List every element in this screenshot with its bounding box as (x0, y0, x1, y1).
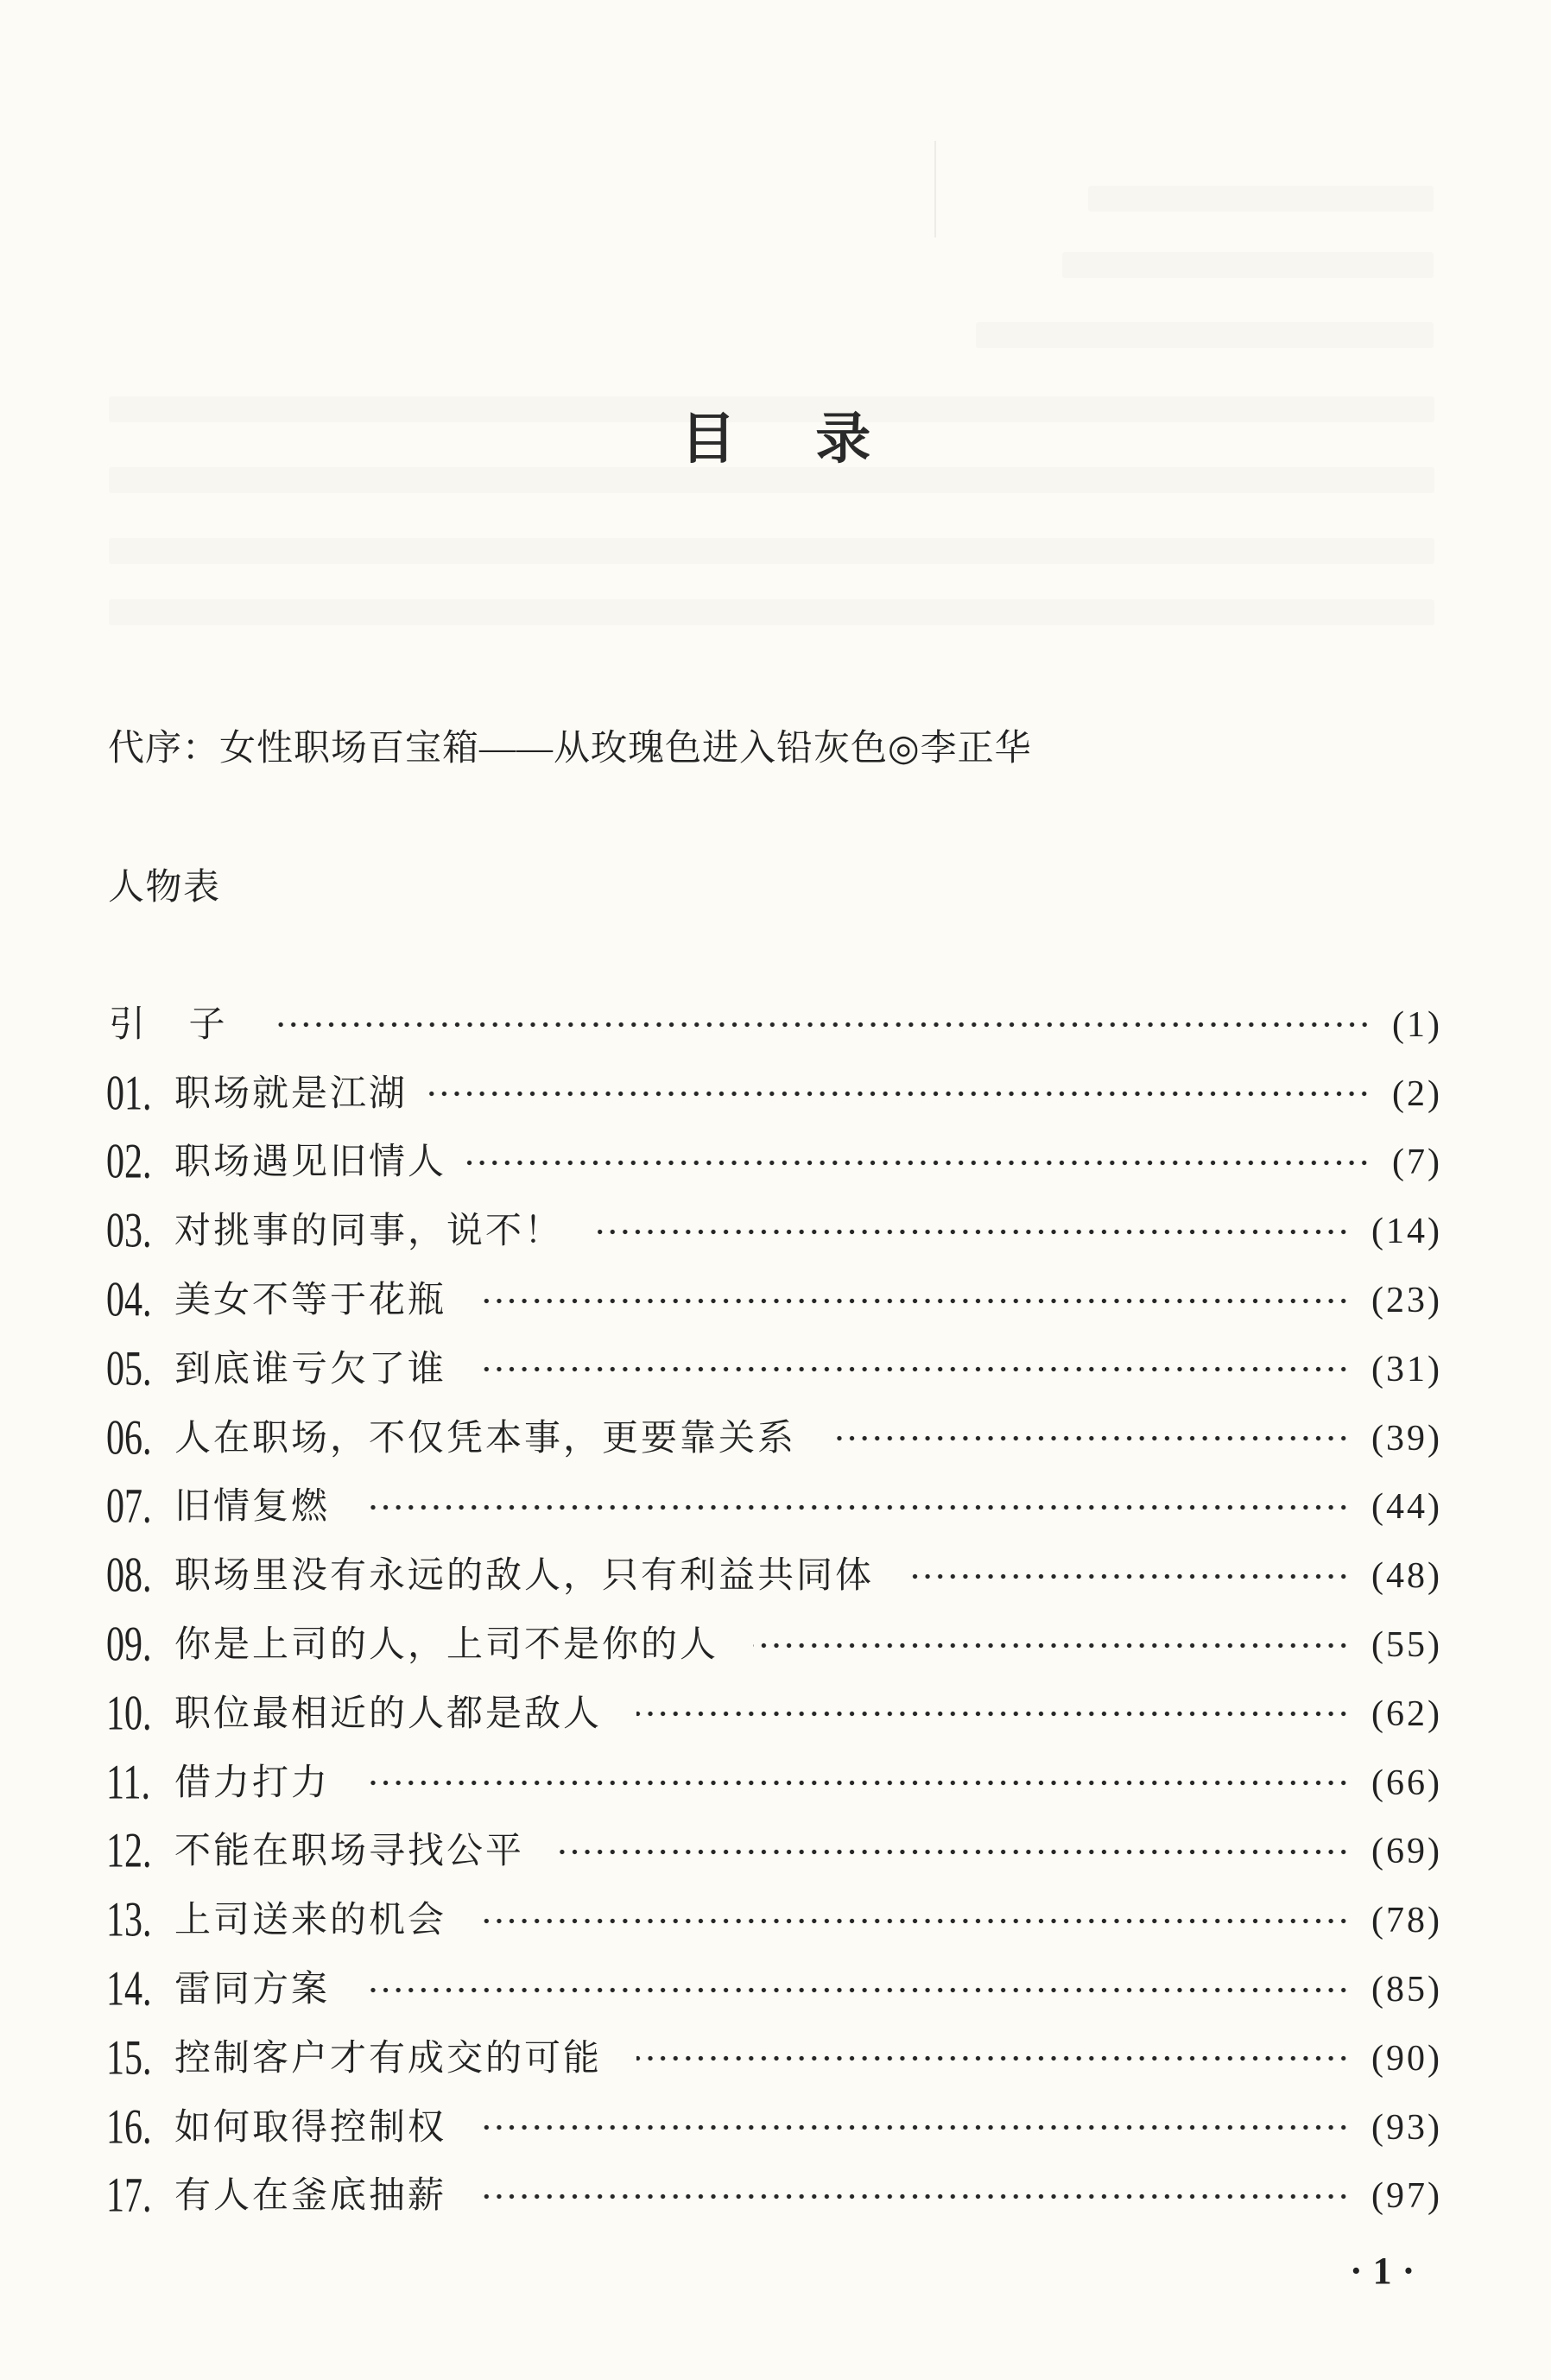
toc-entry-number: 06. (106, 1411, 152, 1465)
dot-leader (908, 1570, 1350, 1583)
toc-entry-page: (62) (1371, 1693, 1442, 1734)
dot-leader (364, 1501, 1350, 1514)
toc-entry-title: 有人在釜底抽薪 (174, 2176, 447, 2217)
dot-leader (423, 1087, 1371, 1100)
show-through-artifact (976, 322, 1434, 348)
toc-entry (106, 1473, 1440, 1542)
table-of-contents (106, 991, 1440, 2231)
toc-entry-page: (55) (1371, 1625, 1442, 1666)
toc-entry-title: 人在职场，不仅凭本事，更要靠关系 (174, 1418, 797, 1459)
dot-leader (636, 2052, 1350, 2065)
toc-entry-title: 职场里没有永远的敌人，只有利益共同体 (174, 1556, 875, 1597)
dot-leader (481, 1915, 1350, 1927)
dot-leader (559, 1845, 1350, 1858)
toc-entry (106, 1129, 1440, 1198)
toc-entry-title: 旧情复燃 (174, 1487, 331, 1528)
dot-leader (462, 1156, 1371, 1169)
show-through-artifact (1088, 186, 1434, 212)
toc-entry (106, 1335, 1440, 1404)
toc-entry-number: 14. (106, 1962, 152, 2017)
toc-entry-page: (66) (1371, 1763, 1442, 1803)
toc-entry-page: (2) (1392, 1073, 1442, 1114)
toc-entry-title: 引 子 (109, 1004, 228, 1045)
toc-entry-number: 03. (106, 1205, 152, 1259)
toc-entry-number: 02. (106, 1136, 152, 1190)
show-through-artifact (109, 538, 1434, 564)
toc-entry-page: (39) (1371, 1418, 1442, 1459)
toc-entry (106, 1060, 1440, 1129)
toc-entry (106, 1541, 1440, 1611)
toc-entry-title: 如何取得控制权 (174, 2107, 447, 2148)
toc-entry (106, 1404, 1440, 1473)
toc-entry-number: 01. (106, 1067, 152, 1121)
dot-leader (481, 2121, 1350, 2134)
toc-entry-number: 04. (106, 1274, 152, 1328)
toc-entry (106, 1266, 1440, 1335)
toc-entry-page: (93) (1371, 2107, 1442, 2148)
dot-leader (364, 1984, 1350, 1997)
dot-leader (481, 2190, 1350, 2203)
toc-entry-number: 12. (106, 1825, 152, 1879)
dot-leader (753, 1639, 1350, 1652)
page-number-footer: ·1· (1350, 2250, 1426, 2292)
toc-entry-title: 借力打力 (174, 1763, 331, 1803)
toc-entry (106, 991, 1440, 1060)
toc-entry-number: 11. (106, 1756, 150, 1810)
show-through-artifact (109, 599, 1434, 625)
dot-leader (364, 1776, 1350, 1789)
toc-entry-page: (78) (1371, 1901, 1442, 1941)
preface-entry: 代序：女性职场百宝箱——从玫瑰色进入铅灰色◎李正华 (108, 729, 1032, 769)
toc-entry-title: 雷同方案 (174, 1970, 331, 2010)
dot-leader (481, 1294, 1350, 1307)
toc-entry-page: (44) (1371, 1487, 1442, 1528)
dot-leader (271, 1018, 1371, 1031)
toc-entry-page: (85) (1371, 1970, 1442, 2010)
toc-entry-title: 对挑事的同事，说不！ (174, 1212, 564, 1252)
toc-entry-page: (31) (1371, 1349, 1442, 1389)
toc-entry-page: (14) (1371, 1212, 1442, 1252)
toc-entry-title: 到底谁亏欠了谁 (174, 1349, 447, 1389)
toc-entry (106, 1886, 1440, 1955)
show-through-artifact (1062, 252, 1434, 278)
dot-leader (831, 1432, 1350, 1445)
toc-entry-number: 16. (106, 2100, 152, 2155)
toc-entry-title: 你是上司的人，上司不是你的人 (174, 1625, 719, 1666)
toc-entry-number: 09. (106, 1618, 152, 1673)
toc-entry-number: 17. (106, 2169, 152, 2224)
toc-entry-page: (90) (1371, 2038, 1442, 2079)
dot-leader (636, 1707, 1350, 1720)
toc-entry (106, 1818, 1440, 1887)
toc-entry-page: (1) (1392, 1004, 1442, 1045)
toc-entry-page: (97) (1371, 2176, 1442, 2217)
toc-entry-number: 10. (106, 1687, 152, 1741)
dot-leader (481, 1363, 1350, 1376)
toc-entry-title: 职场遇见旧情人 (174, 1143, 447, 1183)
toc-entry-title: 美女不等于花瓶 (174, 1281, 447, 1321)
toc-entry (106, 1680, 1440, 1749)
toc-entry-number: 15. (106, 2031, 152, 2086)
toc-entry-title: 职场就是江湖 (174, 1073, 408, 1114)
toc-entry-title: 不能在职场寻找公平 (174, 1832, 525, 1872)
toc-entry-title: 控制客户才有成交的可能 (174, 2038, 603, 2079)
toc-entry-number: 13. (106, 1894, 152, 1948)
toc-entry-title: 上司送来的机会 (174, 1901, 447, 1941)
toc-entry-page: (48) (1371, 1556, 1442, 1597)
toc-entry-number: 05. (106, 1342, 152, 1396)
toc-entry-page: (7) (1392, 1143, 1442, 1183)
toc-entry-title: 职位最相近的人都是敌人 (174, 1693, 603, 1734)
toc-entry (106, 1955, 1440, 2024)
toc-entry-number: 07. (106, 1480, 152, 1535)
characters-heading: 人物表 (108, 868, 221, 908)
toc-entry-number: 08. (106, 1549, 152, 1604)
toc-entry (106, 1197, 1440, 1266)
toc-entry (106, 1611, 1440, 1680)
toc-entry (106, 2162, 1440, 2231)
toc-entry (106, 1749, 1440, 1818)
page-title: 目 录 (681, 408, 871, 472)
toc-entry-page: (69) (1371, 1832, 1442, 1872)
toc-entry (106, 2024, 1440, 2093)
toc-entry (106, 2093, 1440, 2162)
dot-leader (598, 1225, 1350, 1238)
toc-entry-page: (23) (1371, 1281, 1442, 1321)
scan-artifact-line (934, 141, 936, 237)
